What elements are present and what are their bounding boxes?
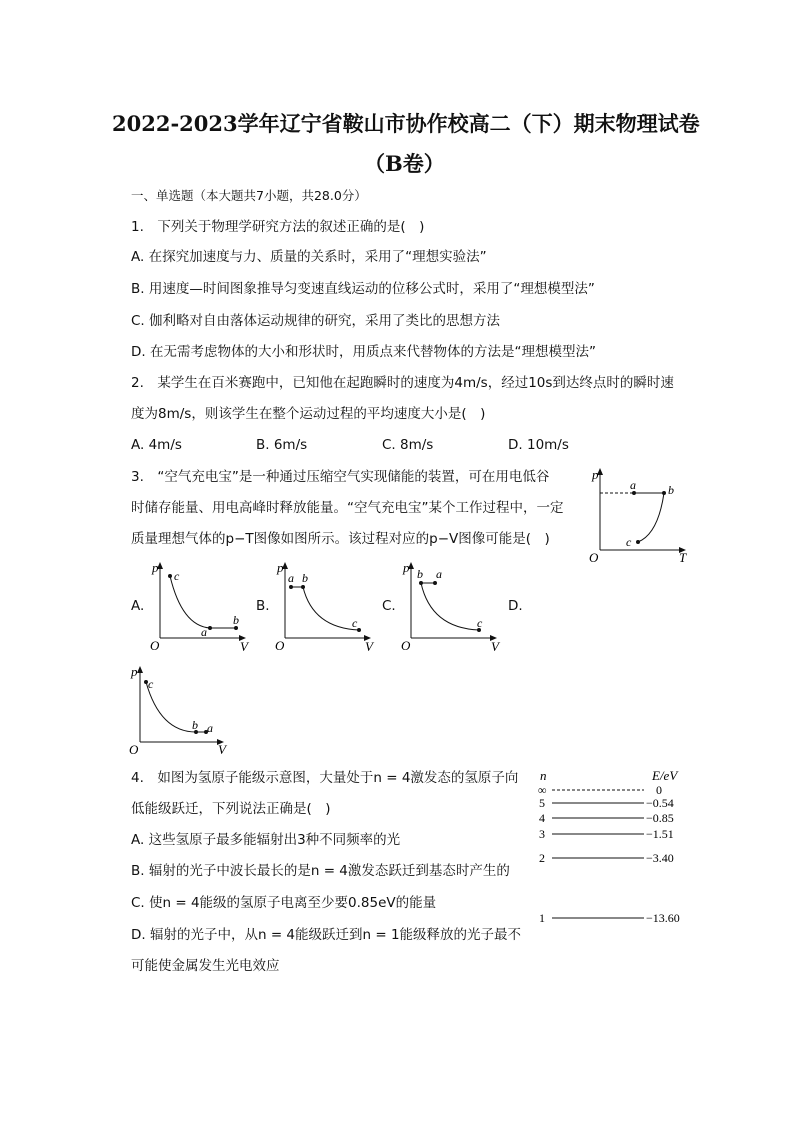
q3-option-b: B. [256,598,270,614]
svg-text:O: O [401,638,411,653]
q4-option-d-line2: 可能使金属发生光电效应 [131,958,280,974]
q3-option-c: C. [382,598,396,614]
svg-text:a: a [201,625,207,639]
q3-pv-graph-c [399,560,505,654]
svg-text:O: O [150,638,160,653]
q4-option-c: C. 使n = 4能级的氢原子电离至少要0.85eV的能量 [131,895,437,911]
svg-text:1: 1 [539,911,545,925]
svg-text:b: b [192,718,198,732]
pt-label-c: c [626,535,632,549]
svg-text:V: V [365,639,373,654]
svg-text:a: a [436,567,442,581]
energy-n-header: n [540,768,547,783]
svg-text:p: p [403,560,410,575]
q4-stem-line2: 低能级跃迁，下列说法正确是( ) [131,801,331,817]
q1-option-b: B. 用速度—时间图象推导匀变速直线运动的位移公式时，采用了“理想模型法” [131,281,595,297]
svg-text:O: O [275,638,285,653]
pt-axis-t: T [679,550,687,564]
svg-text:5: 5 [539,796,545,810]
q4-option-d-line1: D. 辐射的光子中，从n = 4能级跃迁到n = 1能级释放的光子最不 [131,927,522,943]
q3-pt-graph [586,466,696,564]
svg-text:3: 3 [539,827,545,841]
svg-text:−0.85: −0.85 [646,811,674,825]
q3-pv-graph-a [148,560,254,654]
q4-option-b: B. 辐射的光子中波长最长的是n = 4激发态跃迁到基态时产生的 [131,863,510,879]
q2-option-b: B. 6m/s [256,437,308,453]
q2-option-d: D. 10m/s [508,437,569,453]
q3-option-d: D. [508,598,523,614]
svg-text:V: V [218,742,226,757]
q4-energy-level-diagram [534,764,694,928]
svg-text:p: p [152,560,159,575]
svg-text:2: 2 [539,851,545,865]
svg-text:−13.60: −13.60 [646,911,680,925]
q3-pv-graph-b [273,560,379,654]
svg-text:b: b [233,613,239,627]
q1-option-d: D. 在无需考虑物体的大小和形状时，用质点来代替物体的方法是“理想模型法” [131,344,596,360]
svg-text:−3.40: −3.40 [646,851,674,865]
svg-text:0: 0 [656,783,662,797]
svg-text:a: a [207,721,213,735]
q2-option-c: C. 8m/s [382,437,434,453]
q3-option-a: A. [131,598,145,614]
svg-text:V: V [491,639,499,654]
svg-text:−1.51: −1.51 [646,827,674,841]
exam-title-volume: （B卷） [364,151,445,176]
q3-stem-line1: 3. “空气充电宝”是一种通过压缩空气实现储能的装置，可在用电低谷 [131,469,550,485]
svg-text:c: c [148,677,154,691]
q1-stem: 1. 下列关于物理学研究方法的叙述正确的是( ) [131,219,425,235]
q3-stem-line3: 质量理想气体的p−T图像如图所示。该过程对应的p−V图像可能是( ) [131,531,550,547]
svg-text:a: a [288,571,294,585]
pt-label-b: b [668,483,674,497]
q1-option-c: C. 伽利略对自由落体运动规律的研究，采用了类比的思想方法 [131,313,501,329]
energy-e-header: E/eV [652,768,678,783]
svg-text:O: O [129,742,139,757]
svg-text:−0.54: −0.54 [646,796,674,810]
exam-title: 2022-2023学年辽宁省鞍山市协作校高二（下）期末物理试卷 [112,111,700,136]
q2-stem-line1: 2. 某学生在百米赛跑中，已知他在起跑瞬时的速度为4m/s，经过10s到达终点时的瞬时速 [131,375,674,391]
svg-text:p: p [277,560,284,575]
q3-stem-line2: 时储存能量、用电高峰时释放能量。“空气充电宝”某个工作过程中，一定 [131,500,564,516]
svg-text:p: p [131,664,138,679]
section-header: 一、单选题（本大题共7小题，共28.0分） [131,188,367,203]
q2-stem-line2: 度为8m/s，则该学生在整个运动过程的平均速度大小是( ) [131,406,486,422]
svg-text:c: c [477,616,483,630]
svg-text:c: c [352,616,358,630]
pt-origin: O [589,550,599,564]
svg-text:c: c [174,569,180,583]
pt-axis-p: p [592,467,599,482]
q2-option-a: A. 4m/s [131,437,182,453]
pt-label-a: a [630,478,636,492]
q3-pv-graph-d [126,662,236,758]
svg-text:b: b [417,567,423,581]
q4-stem-line1: 4. 如图为氢原子能级示意图，大量处于n = 4激发态的氢原子向 [131,770,519,786]
q1-option-a: A. 在探究加速度与力、质量的关系时，采用了“理想实验法” [131,249,487,265]
svg-text:∞: ∞ [538,783,547,797]
svg-text:4: 4 [539,811,545,825]
q4-option-a: A. 这些氢原子最多能辐射出3种不同频率的光 [131,832,401,848]
svg-text:b: b [302,571,308,585]
svg-text:V: V [240,639,248,654]
